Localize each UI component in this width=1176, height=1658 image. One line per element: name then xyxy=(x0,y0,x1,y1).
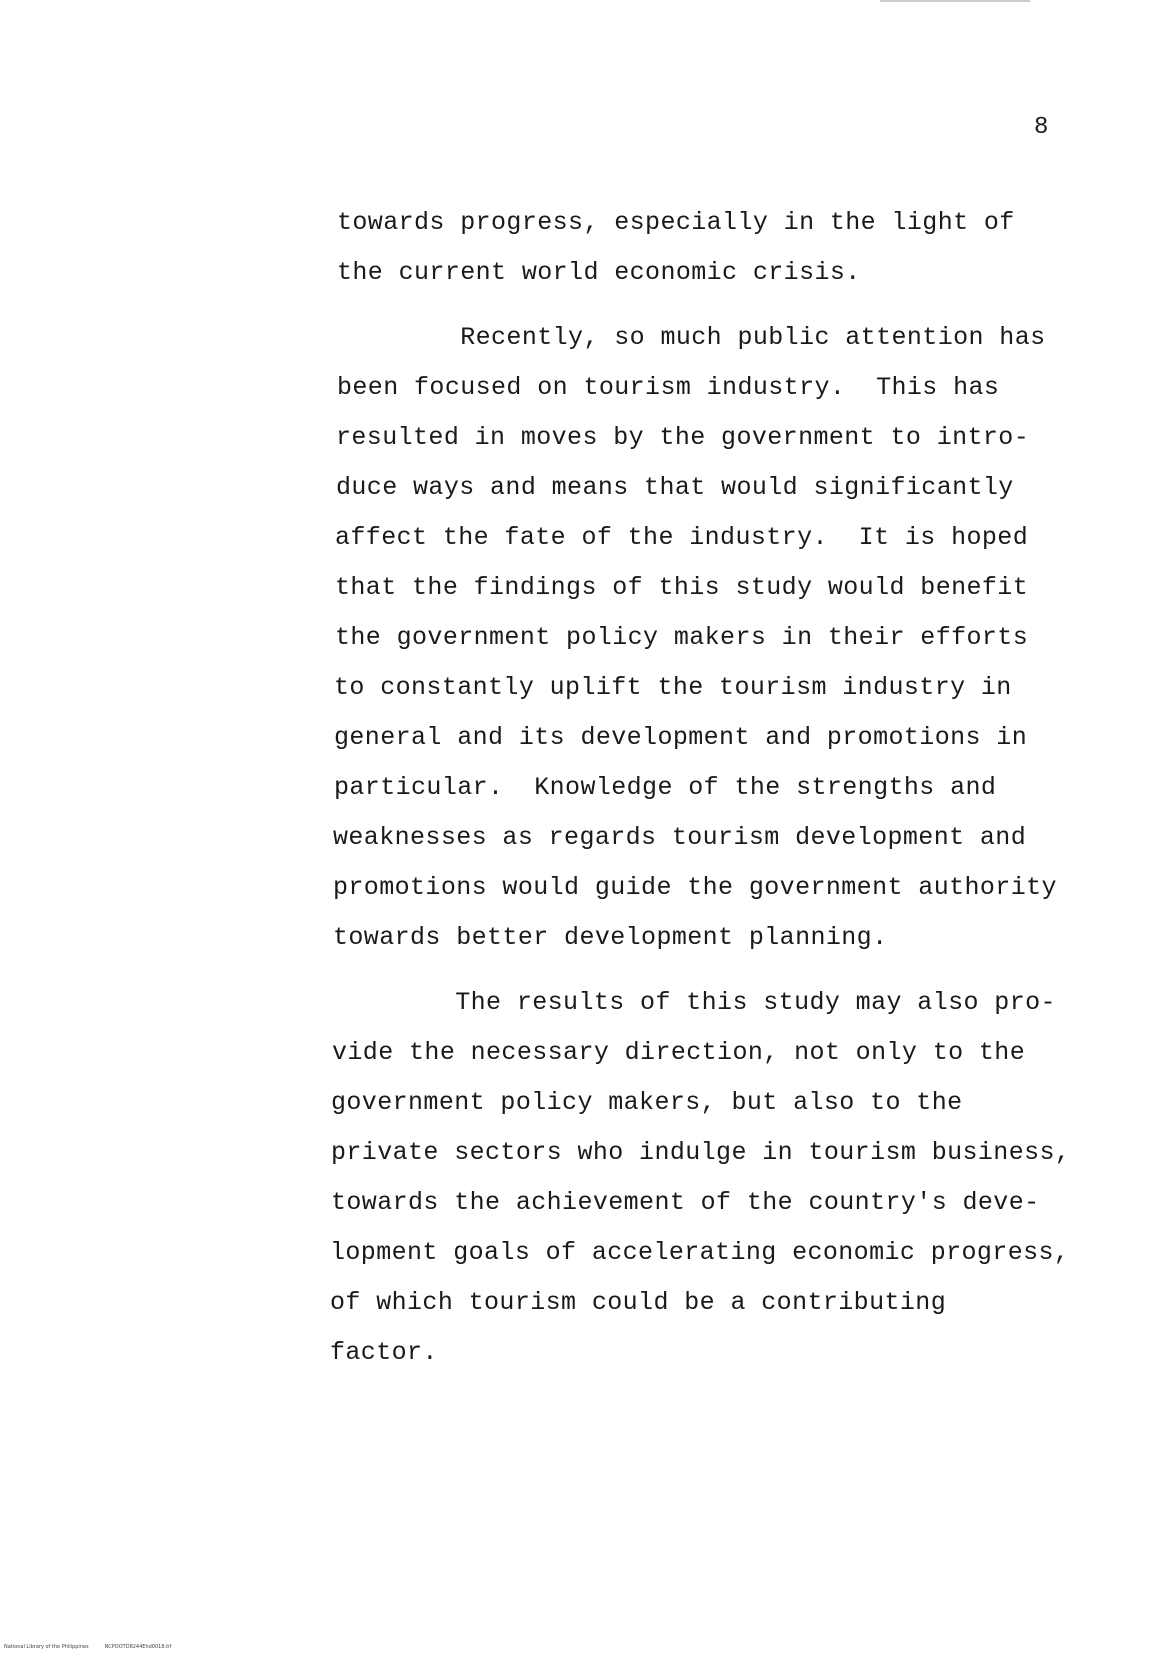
text-line: affect the fate of the industry. It is hoped xyxy=(335,523,1029,552)
text-line: of which tourism could be a contributing xyxy=(330,1288,947,1317)
footer-caption xyxy=(4,1644,171,1650)
text-line: general and its development and promotions in xyxy=(334,723,1028,752)
text-line: particular. Knowledge of the strengths and xyxy=(334,773,997,802)
footer-library: National Library of the Philippines xyxy=(4,1644,89,1650)
text-line: private sectors who indulge in tourism business, xyxy=(331,1138,1071,1167)
text-line: government policy makers, but also to the xyxy=(331,1088,963,1117)
text-line: lopment goals of accelerating economic progress, xyxy=(330,1238,1070,1267)
text-line: to constantly uplift the tourism industry in xyxy=(334,673,1012,702)
text-line: duce ways and means that would significantly xyxy=(336,473,1014,502)
text-line: promotions would guide the government authority xyxy=(333,873,1057,902)
text-line: The results of this study may also pro- xyxy=(332,988,1056,1017)
text-line: that the findings of this study would benefit xyxy=(335,573,1029,602)
text-line: vide the necessary direction, not only to the xyxy=(332,1038,1026,1067)
text-line: Recently, so much public attention has xyxy=(337,323,1046,352)
text-line: the current world economic crisis. xyxy=(337,258,861,287)
text-line: towards the achievement of the country's deve- xyxy=(331,1188,1040,1217)
scan-edge-mark xyxy=(880,0,1030,2)
footer-file: NCPOOTD8244Ehd0018.tif xyxy=(104,1644,172,1650)
text-line: the government policy makers in their efforts xyxy=(335,623,1029,652)
text-line: resulted in moves by the government to intro- xyxy=(336,423,1030,452)
text-line: been focused on tourism industry. This has xyxy=(337,373,1000,402)
text-line: weaknesses as regards tourism development and xyxy=(333,823,1027,852)
text-line: factor. xyxy=(330,1338,438,1367)
page-number: 8 xyxy=(1034,114,1049,141)
text-line: towards better development planning. xyxy=(333,923,888,952)
text-line: towards progress, especially in the light of xyxy=(337,208,1015,237)
